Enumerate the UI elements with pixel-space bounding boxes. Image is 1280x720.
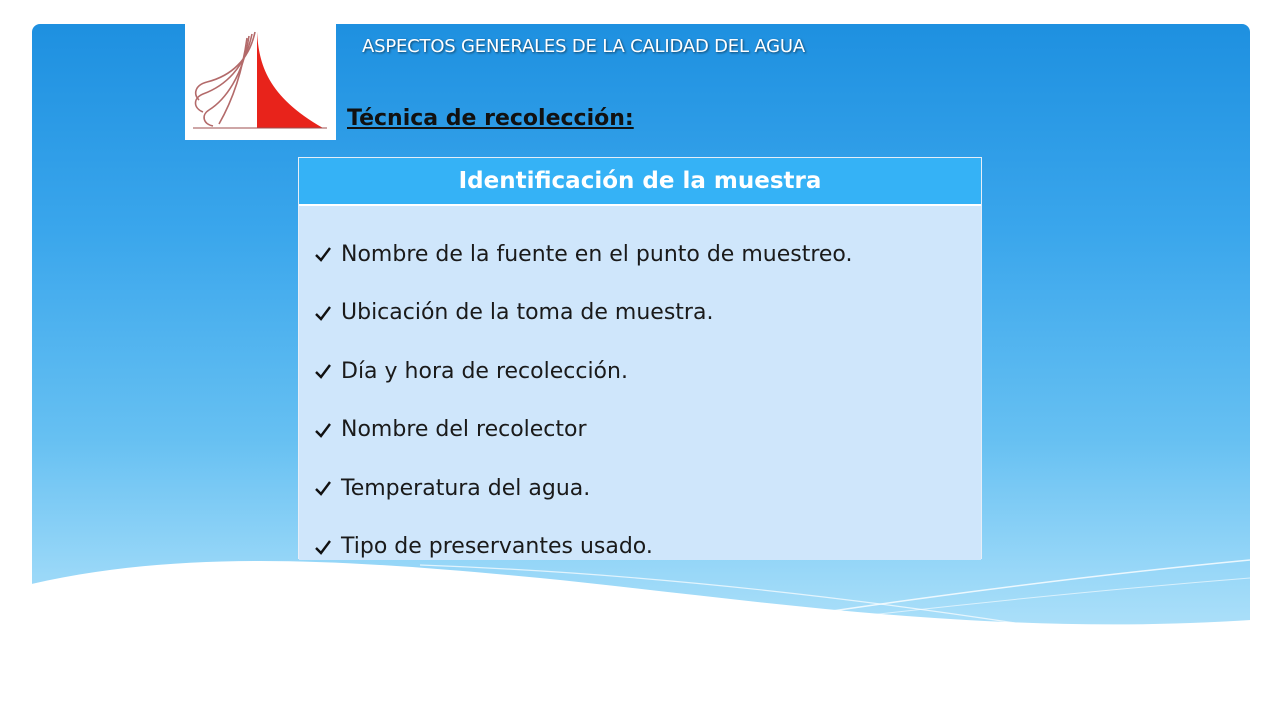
list-item-label: Ubicación de la toma de muestra.: [341, 300, 714, 326]
checkmark-icon: [313, 244, 333, 264]
list-item: [299, 518, 981, 577]
section-title: Técnica de recolección:: [347, 106, 634, 131]
checkmark-icon: [313, 537, 333, 557]
checkmark-icon: [313, 303, 333, 323]
list-item-label: Temperatura del agua.: [341, 475, 591, 501]
list-item: [299, 459, 981, 518]
checkmark-icon: [313, 420, 333, 440]
checkmark-icon: [313, 478, 333, 498]
list-item: [299, 225, 981, 284]
header-title: ASPECTOS GENERALES DE LA CALIDAD DEL AGUA: [362, 36, 805, 57]
list-item-label: Tipo de preservantes usado.: [341, 534, 653, 560]
list-item-label: Día y hora de recolección.: [341, 358, 628, 384]
checkmark-icon: [313, 361, 333, 381]
list-item-label: Nombre de la fuente en el punto de muestreo.: [341, 241, 853, 267]
list-item: [299, 284, 981, 343]
table-header: Identificación de la muestra: [299, 158, 981, 206]
list-item: [299, 401, 981, 460]
list-item: [299, 342, 981, 401]
table-body: [299, 206, 981, 560]
list-item-label: Nombre del recolector: [341, 417, 587, 443]
company-logo: [185, 24, 336, 140]
sample-identification-table: [298, 157, 982, 559]
